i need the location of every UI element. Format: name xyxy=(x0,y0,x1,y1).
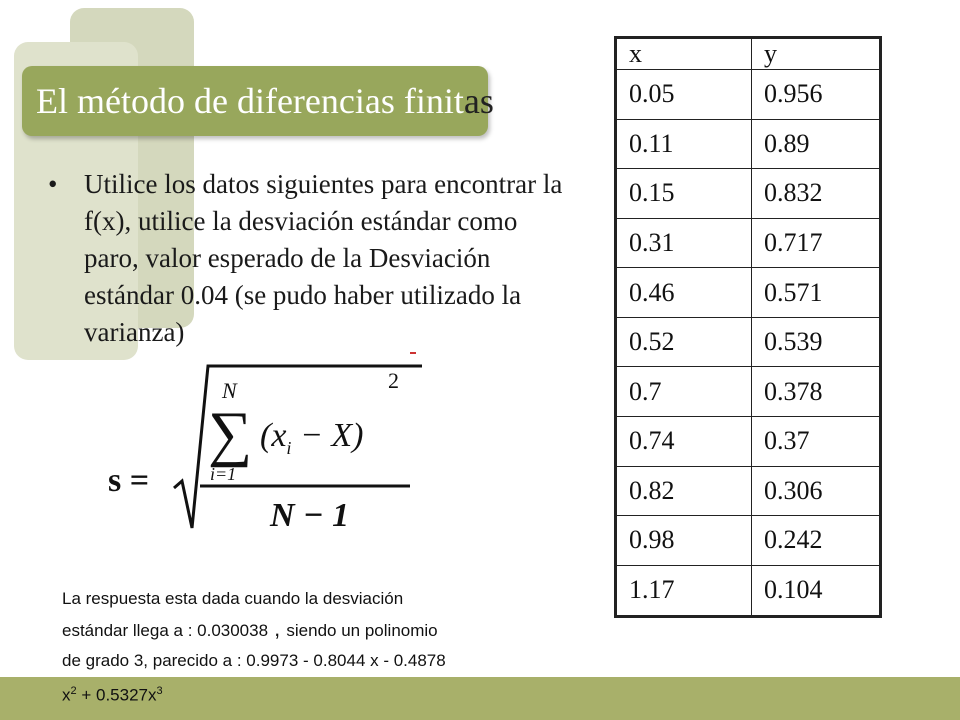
note-line-2b: siendo un polinomio xyxy=(286,621,438,640)
bullet-text: Utilice los datos siguientes para encontrar la f(x), utilice la desviación estándar como paro, valor esperado de la Desviación estándar 0.04 (se pudo haber utilizado la varianza) xyxy=(84,169,563,347)
answer-note xyxy=(62,584,582,711)
cell-x: 0.98 xyxy=(616,516,752,566)
cell-x: 1.17 xyxy=(616,565,752,616)
cell-y: 0.378 xyxy=(752,367,881,417)
note-line-4b: + 0.5327x xyxy=(76,685,157,705)
sum-upper-limit: N xyxy=(222,378,237,403)
column-header-x: x xyxy=(616,38,752,70)
cell-x: 0.7 xyxy=(616,367,752,417)
note-line-4 xyxy=(62,676,582,711)
bullet-list xyxy=(44,166,574,351)
cell-x: 0.46 xyxy=(616,268,752,318)
formula-term: $(x_i - X)$ xyxy=(260,417,364,458)
cell-y: 0.832 xyxy=(752,169,881,219)
sum-lower-limit: i=1 xyxy=(210,464,237,484)
data-table xyxy=(614,36,882,618)
table-row xyxy=(616,466,881,516)
std-deviation-formula xyxy=(100,358,430,546)
cell-y: 0.89 xyxy=(752,119,881,169)
note-line-1: La respuesta esta dada cuando la desviación xyxy=(62,589,404,608)
cell-y: 0.37 xyxy=(752,417,881,467)
red-mark xyxy=(410,352,416,354)
cell-y: 0.956 xyxy=(752,70,881,120)
cell-y: 0.571 xyxy=(752,268,881,318)
cell-x: 0.31 xyxy=(616,218,752,268)
slide-title xyxy=(36,78,494,124)
note-line-4a: x xyxy=(62,685,71,705)
cell-x: 0.74 xyxy=(616,417,752,467)
table-row xyxy=(616,169,881,219)
table-row xyxy=(616,119,881,169)
cell-y: 0.242 xyxy=(752,516,881,566)
cell-y: 0.717 xyxy=(752,218,881,268)
sum-symbol: ∑ xyxy=(208,400,253,468)
table-row xyxy=(616,70,881,120)
formula-denominator: N − 1 xyxy=(270,497,350,534)
note-exponent-2: 2 xyxy=(70,685,77,697)
bullet-item xyxy=(44,166,574,351)
cell-x: 0.52 xyxy=(616,317,752,367)
note-comma: , xyxy=(268,616,287,641)
slide-title-tail: as xyxy=(463,81,494,121)
cell-x: 0.05 xyxy=(616,70,752,120)
cell-x: 0.11 xyxy=(616,119,752,169)
cell-y: 0.306 xyxy=(752,466,881,516)
slide-title-main: El método de diferencias finit xyxy=(36,81,464,121)
table-row xyxy=(616,417,881,467)
column-header-y: y xyxy=(752,38,881,70)
note-exponent-3: 3 xyxy=(156,685,163,697)
note-line-2a: estándar llega a : 0.030038 xyxy=(62,621,269,640)
formula-power: 2 xyxy=(388,368,399,393)
table-row xyxy=(616,218,881,268)
bullet-symbol: • xyxy=(48,169,58,199)
cell-x: 0.15 xyxy=(616,169,752,219)
note-line-3: de grado 3, parecido a : 0.9973 - 0.8044 x - 0.4878 xyxy=(62,651,446,670)
table-row xyxy=(616,268,881,318)
table-row xyxy=(616,565,881,616)
cell-x: 0.82 xyxy=(616,466,752,516)
table-row xyxy=(616,367,881,417)
table-header-row xyxy=(616,38,881,70)
cell-y: 0.104 xyxy=(752,565,881,616)
table-row xyxy=(616,317,881,367)
cell-y: 0.539 xyxy=(752,317,881,367)
note-line-2 xyxy=(62,614,582,646)
formula-lhs: s = xyxy=(108,462,150,499)
table-row xyxy=(616,516,881,566)
